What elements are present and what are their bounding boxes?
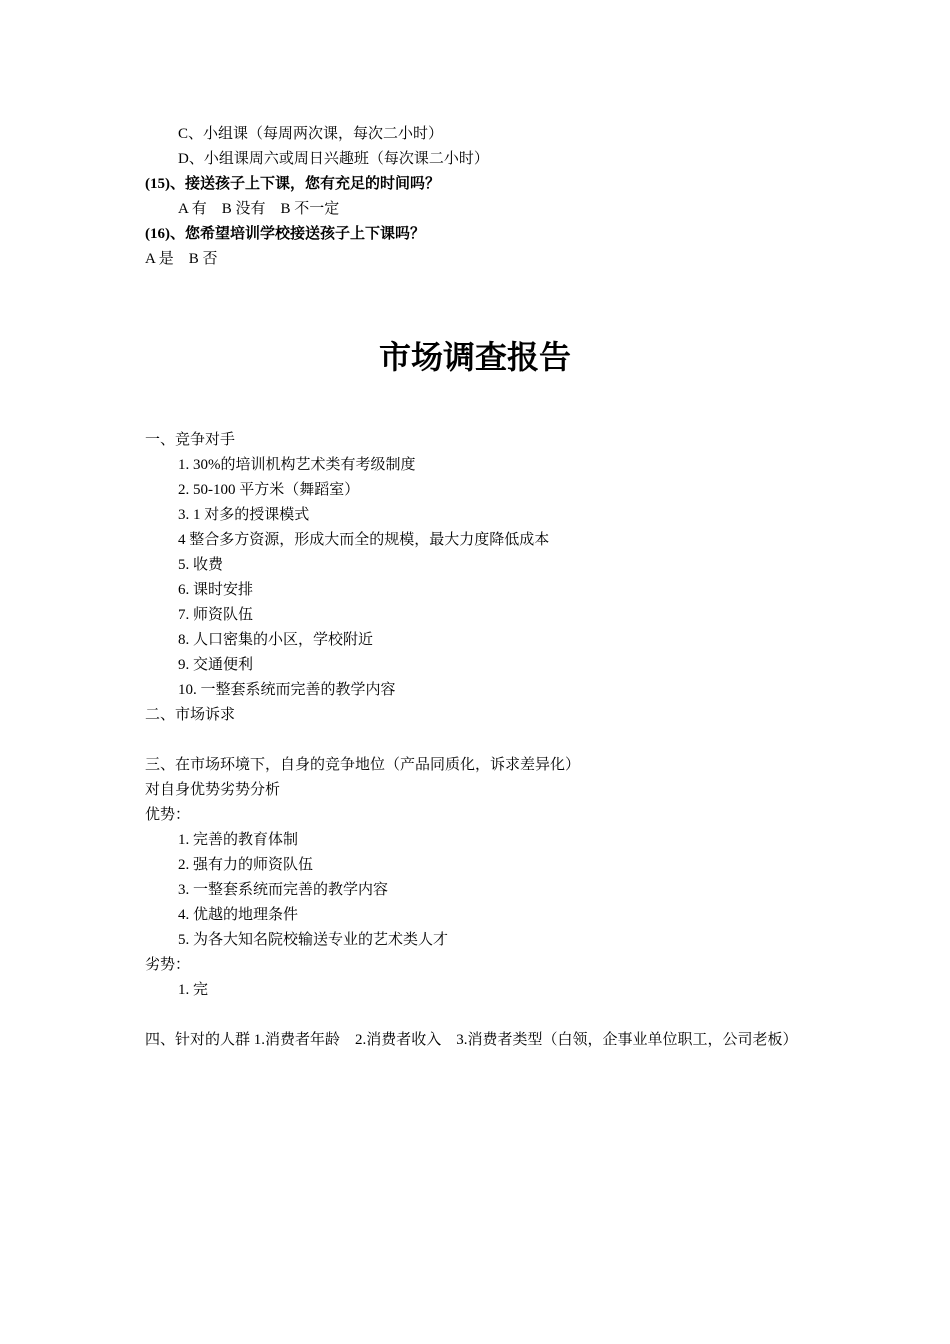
section1-item: 2. 50-100 平方米（舞蹈室） <box>178 482 360 498</box>
strength-item: 2. 强有力的师资队伍 <box>178 857 314 873</box>
report-title: 市场调查报告 <box>378 338 571 376</box>
section2-heading: 二、市场诉求 <box>145 707 236 723</box>
swot-heading: 对自身优势劣势分析 <box>145 782 281 798</box>
weaknesses-label: 劣势： <box>145 957 191 973</box>
strength-item: 1. 完善的教育体制 <box>178 832 299 848</box>
section1-heading: 一、竞争对手 <box>145 432 236 448</box>
q15-question: (15)、接送孩子上下课，您有充足的时间吗？ <box>145 176 440 192</box>
strength-item: 4. 优越的地理条件 <box>178 907 299 923</box>
section1-item: 4 整合多方资源，形成大而全的规模，最大力度降低成本 <box>178 532 550 548</box>
section1-item: 5. 收费 <box>178 557 224 573</box>
q15-options: A 有 B 没有 B 不一定 <box>178 201 340 217</box>
document-page <box>145 122 815 1053</box>
q14-option-d: D、小组课周六或周日兴趣班（每次课二小时） <box>178 151 489 167</box>
weakness-item: 1. 完 <box>178 982 209 998</box>
q16-options: A 是 B 否 <box>145 251 218 267</box>
blank-line <box>145 728 815 753</box>
section3-heading: 三、在市场环境下，自身的竞争地位（产品同质化，诉求差异化） <box>145 757 581 773</box>
section1-item: 6. 课时安排 <box>178 582 254 598</box>
q16-question: (16)、您希望培训学校接送孩子上下课吗？ <box>145 226 425 242</box>
section1-item: 10. 一整套系统而完善的教学内容 <box>178 682 396 698</box>
q14-option-c: C、小组课（每周两次课，每次二小时） <box>178 126 444 142</box>
section1-item: 8. 人口密集的小区，学校附近 <box>178 632 374 648</box>
strength-item: 5. 为各大知名院校输送专业的艺术类人才 <box>178 932 449 948</box>
strengths-label: 优势： <box>145 807 191 823</box>
section1-item: 9. 交通便利 <box>178 657 254 673</box>
strength-item: 3. 一整套系统而完善的教学内容 <box>178 882 389 898</box>
section4-text: 四、针对的人群 1.消费者年龄 2.消费者收入 3.消费者类型（白领，企事业单位职工，公司老板） <box>145 1032 798 1048</box>
blank-line <box>145 1003 815 1028</box>
section1-item: 7. 师资队伍 <box>178 607 254 623</box>
section1-item: 1. 30%的培训机构艺术类有考级制度 <box>178 457 416 473</box>
section1-item: 3. 1 对多的授课模式 <box>178 507 310 523</box>
